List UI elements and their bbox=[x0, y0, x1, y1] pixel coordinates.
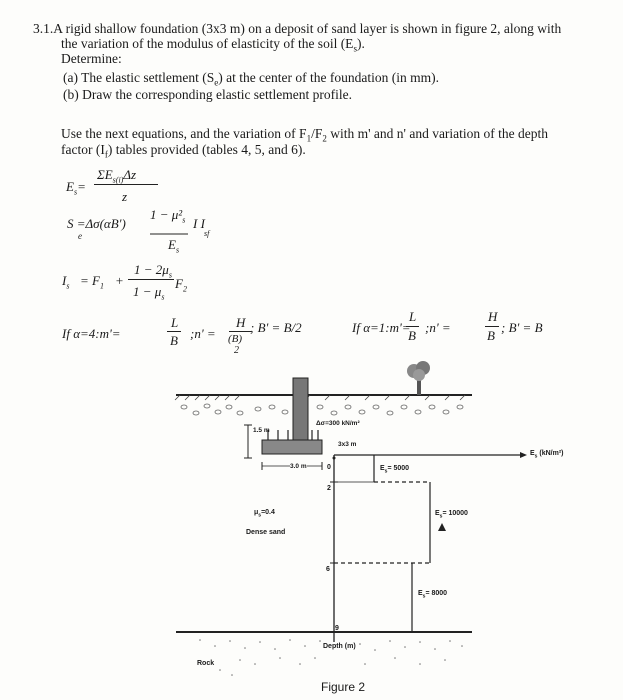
eq-a1-n: ;n' = bbox=[425, 320, 451, 335]
label-es-5000: $E_s= 5000$ bbox=[380, 465, 410, 475]
eq-a4-H: H bbox=[236, 315, 246, 330]
problem-line-2: the variation of the modulus of elasticity of the soil $(E_s)$. bbox=[61, 36, 365, 54]
label-load: Δσ=300 kN/m² bbox=[316, 420, 360, 427]
eq-a4-B: B bbox=[170, 333, 178, 348]
label-1-5m: 1.5 m bbox=[253, 427, 270, 434]
eq-is-num: $1 - 2\mu_s$ bbox=[134, 262, 172, 280]
tick-label-9: 9 bbox=[335, 625, 339, 632]
label-mu: $\mu_s=0.4$ bbox=[254, 509, 275, 519]
eq-a1-b: ; B' = B bbox=[501, 320, 543, 335]
gravel-layer bbox=[181, 404, 463, 415]
es-10000-arrow bbox=[438, 523, 446, 531]
depth-axis-origin-dot bbox=[333, 457, 336, 460]
eq-s-tail: I I bbox=[193, 216, 205, 231]
label-size: 3x3 m bbox=[338, 441, 357, 448]
part-a: (a) The elastic settlement $(S_e)$ at the center of the foundation (in mm). bbox=[63, 70, 440, 88]
eq-a4-L: L bbox=[171, 315, 179, 330]
eq-s-frac-num: $1 - \mu^2_s$ bbox=[150, 207, 186, 225]
eq-is-lhs: $I_s$ bbox=[62, 273, 70, 291]
eq-s-tail-sub: sf bbox=[204, 229, 210, 238]
tick-label-0: 0 bbox=[327, 464, 331, 471]
es-axis-arrowhead bbox=[520, 452, 527, 458]
eq-a4-den-2: 2 bbox=[234, 345, 239, 356]
eq-a4-lhs: If α=4:m'= bbox=[62, 326, 121, 341]
tick-label-6: 6 bbox=[326, 566, 330, 573]
label-depth: Depth (m) bbox=[323, 643, 356, 650]
eq-a4-den: (B) bbox=[228, 333, 243, 345]
eq-is-mid: = $F_1$ bbox=[80, 273, 104, 291]
eq-a4-n: ;n' = bbox=[190, 326, 216, 341]
eq-es-lhs: $E_s=$ bbox=[66, 179, 86, 197]
label-dense-sand: Dense sand bbox=[246, 529, 286, 536]
determine-label: Determine: bbox=[61, 51, 122, 66]
eq-a4-b: ; B' = B/2 bbox=[250, 320, 302, 335]
foundation-column bbox=[293, 378, 308, 440]
eq-s-frac-den: $E_s$ bbox=[168, 237, 180, 255]
eq-s-main: S =Δσ(αB') bbox=[67, 216, 126, 231]
use-line-1: Use the next equations, and the variation of $F_1/F_2$ with m' and n' and variation of the depth bbox=[61, 126, 549, 144]
eq-is-den: $1 - \mu_s$ bbox=[133, 284, 165, 302]
use-line-2: factor $(I_f)$ tables provided (tables 4, 5, and 6). bbox=[61, 142, 306, 160]
label-es-axis: $E_s$ (kN/m²) bbox=[530, 450, 564, 460]
tick-label-2: 2 bbox=[327, 485, 331, 492]
eq-es-num: $\Sigma E_{s(i)}\Delta z$ bbox=[97, 167, 137, 185]
eq-s-sub-e: e bbox=[78, 231, 82, 241]
label-width: 3.0 m bbox=[290, 463, 307, 470]
eq-a1-B2: B bbox=[487, 328, 495, 343]
label-es-8000: $E_s= 8000$ bbox=[418, 590, 448, 600]
label-rock: Rock bbox=[197, 660, 215, 667]
figure-caption: Figure 2 bbox=[321, 680, 366, 694]
eq-is-f2: $F_2$ bbox=[175, 276, 187, 294]
es-profile bbox=[334, 455, 430, 632]
eq-es-den: z bbox=[122, 189, 128, 204]
part-b: (b) Draw the corresponding elastic settlement profile. bbox=[63, 87, 353, 102]
problem-line-1: 3.1.A rigid shallow foundation (3x3 m) on a deposit of sand layer is shown in figure 2, along with bbox=[33, 21, 562, 36]
eq-a1-B: B bbox=[408, 328, 416, 343]
foundation-footing bbox=[262, 440, 322, 454]
eq-is-plus: + bbox=[115, 273, 124, 288]
tree-icon bbox=[407, 361, 430, 395]
eq-a1-H: H bbox=[488, 309, 498, 324]
label-es-10000: $E_s= 10000$ bbox=[435, 510, 468, 520]
eq-a1-L: L bbox=[409, 309, 417, 324]
eq-a1-lhs: If α=1:m'= bbox=[352, 320, 411, 335]
